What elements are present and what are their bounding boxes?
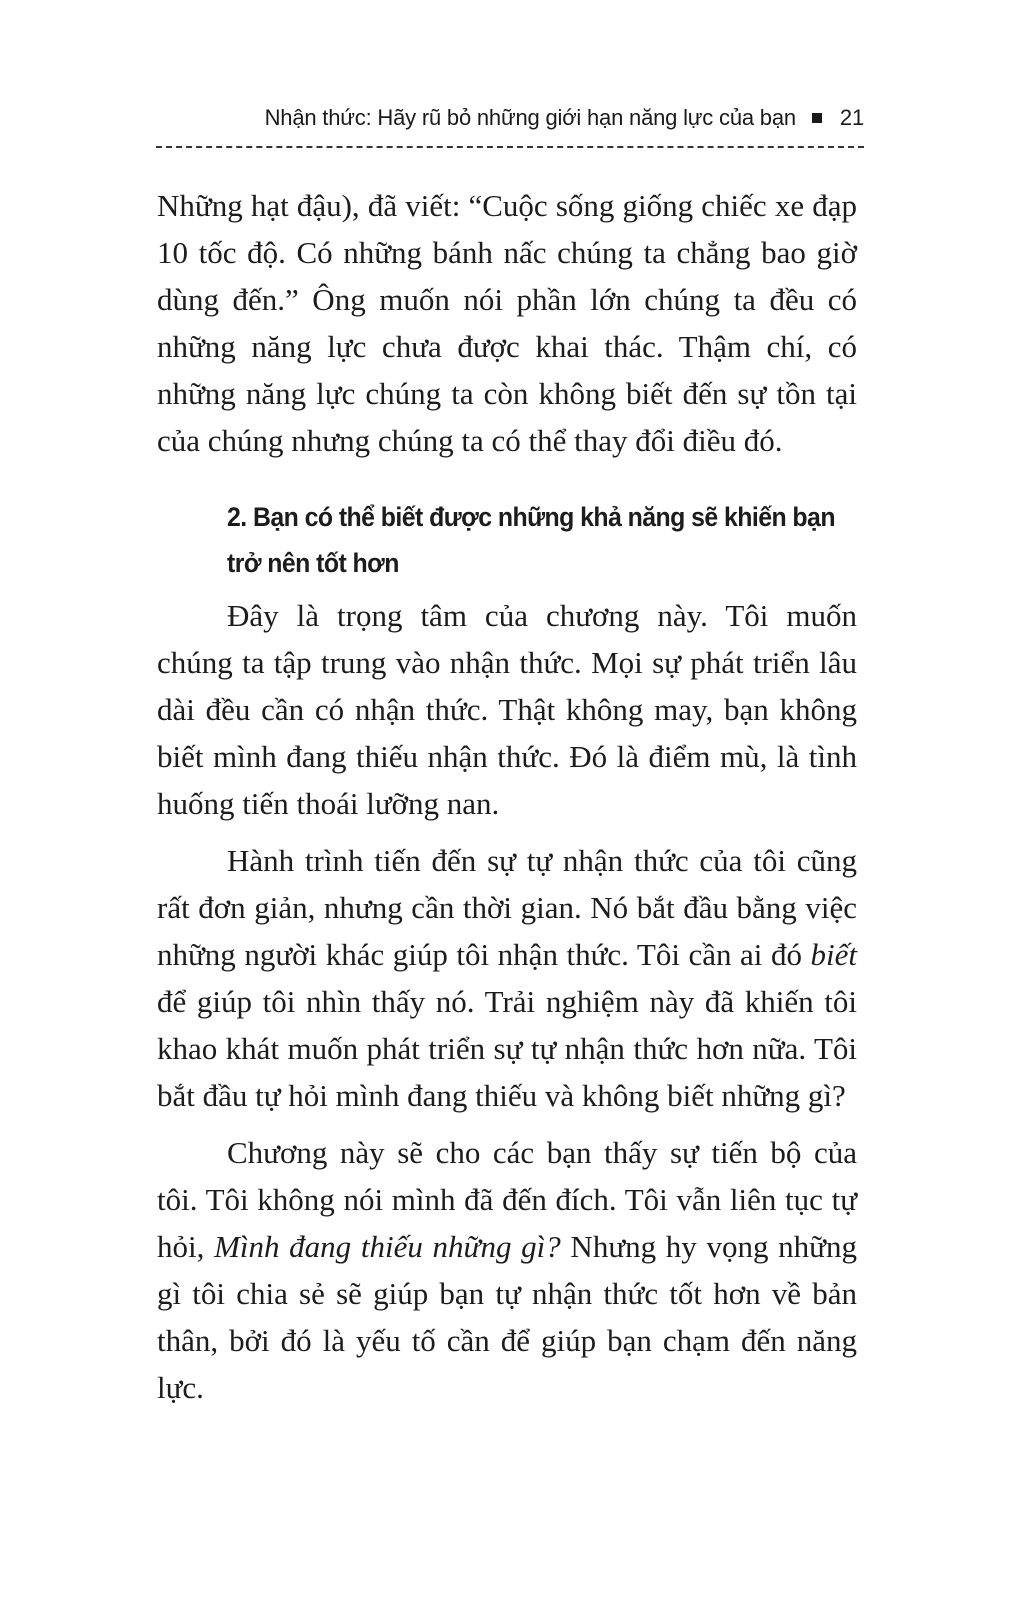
paragraph-journey-text-end: để giúp tôi nhìn thấy nó. Trải nghiệm này đã khiến tôi khao khát muốn phát triển sự tự nhận thức hơn nữa. Tôi bắt đầu tự hỏi mình đang thiếu và không biết những gì? <box>157 984 857 1113</box>
section-heading: 2. Bạn có thể biết được những khả năng sẽ khiến bạn trở nên tốt hơn <box>227 502 835 578</box>
header-dashed-rule <box>156 146 864 148</box>
running-header <box>160 105 864 131</box>
page-body <box>157 182 857 1411</box>
running-title: Nhận thức: Hãy rũ bỏ những giới hạn năng lực của bạn <box>264 105 796 130</box>
paragraph-progress-text-start: Chương này sẽ cho các bạn thấy sự tiến bộ của tôi. Tôi không nói mình đã đến đích. Tôi vẫn liên tục tự hỏi, <box>157 1135 857 1264</box>
square-bullet-icon <box>812 113 822 123</box>
paragraph-progress-text-end: Nhưng hy vọng những gì tôi chia sẻ sẽ giúp bạn tự nhận thức tốt hơn về bản thân, bởi đó là yếu tố cần để giúp bạn chạm đến năng lực. <box>157 1229 857 1405</box>
paragraph-progress-emphasis: Mình đang thiếu những gì? <box>214 1229 561 1264</box>
paragraph-focus: Đây là trọng tâm của chương này. Tôi muốn chúng ta tập trung vào nhận thức. Mọi sự phát triển lâu dài đều cần có nhận thức. Thật không may, bạn không biết mình đang thiếu nhận thức. Đó là điểm mù, là tình huống tiến thoái lưỡng nan. <box>157 598 857 821</box>
paragraph-journey-emphasis: biết <box>810 937 857 972</box>
page-number: 21 <box>839 105 864 130</box>
paragraph-journey <box>157 837 857 1119</box>
paragraph-journey-text-start: Hành trình tiến đến sự tự nhận thức của tôi cũng rất đơn giản, nhưng cần thời gian. Nó bắt đầu bằng việc những người khác giúp tôi nhận thức. Tôi cần ai đó <box>157 843 857 972</box>
paragraph-continuation: Những hạt đậu), đã viết: “Cuộc sống giống chiếc xe đạp 10 tốc độ. Có những bánh nấc chúng ta chẳng bao giờ dùng đến.” Ông muốn nói phần lớn chúng ta đều có những năng lực chưa được khai thác. Thậm chí, có những năng lực chúng ta còn không biết đến sự tồn tại của chúng nhưng chúng ta có thể thay đổi điều đó. <box>157 188 857 458</box>
paragraph-progress <box>157 1129 857 1411</box>
